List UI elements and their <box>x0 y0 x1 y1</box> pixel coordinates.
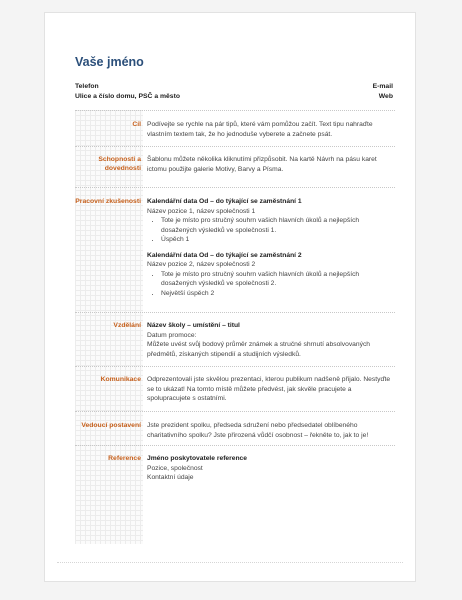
education-text[interactable]: Můžete uvést svůj bodový průměr známek a stručné shrnutí absolvovaných předmětů, získaných stipendií a studijních výsledků. <box>147 341 371 358</box>
reference-contact[interactable]: Kontaktní údaje <box>147 474 194 481</box>
section-divider <box>75 110 395 111</box>
job-position[interactable]: Název pozice 1, název společnosti 1 <box>147 207 256 215</box>
section-label-experience: Pracovní zkušenosti <box>75 198 141 205</box>
contact-right <box>373 82 393 102</box>
contact-left <box>75 82 180 102</box>
graduation-date[interactable]: Datum promoce: <box>147 331 197 339</box>
section-divider <box>75 411 395 412</box>
leadership-text[interactable]: Jste prezident spolku, předseda sdružení nebo předsedatel oblíbeného charitativního spolku? Jste přirozená vůdčí osobnost – řekněte to, jak to je! <box>147 422 369 439</box>
list-item[interactable]: • Největší úspěch 2 <box>161 289 395 299</box>
list-item[interactable]: • Tote je místo pro stručný souhrn vašich hlavních úkolů a nejlepších dosažených výsledků ve společnosti 1. <box>161 216 395 235</box>
job-bullets <box>147 216 395 245</box>
communication-text[interactable]: Odprezentovali jste skvělou prezentaci, kterou publikum nadšeně přijalo. Nestyďte se to ukázat! Na tomto místě můžete předvést, jak skvěle pracujete a spolupracujete s ostatními. <box>147 376 391 402</box>
section-label-references: Reference <box>108 455 141 462</box>
section-divider <box>75 146 395 147</box>
job-title[interactable]: Kalendářní data Od – do týkající se zaměstnání 2 <box>147 251 302 259</box>
phone-field[interactable]: Telefon <box>75 83 99 90</box>
skills-text[interactable]: Šablonu můžete několika kliknutími přizpůsobit. Na kartě Návrh na pásu karet ictomu použijte galerie Motivy, Barvy a Písma. <box>147 156 377 173</box>
job-title[interactable]: Kalendářní data Od – do týkající se zaměstnání 1 <box>147 198 302 205</box>
experience-content <box>147 197 395 298</box>
section-label-skills: Schopnosti a dovednosti <box>98 156 141 172</box>
goal-text[interactable]: Podívejte se rychle na pár tipů, které vám pomůžou začít. Text tipu nahraďte vlastním textem tak, že ho jednoduše vyberete a začnete psát. <box>147 121 373 138</box>
section-label-leadership: Vedoucí postavení <box>81 422 141 429</box>
section-divider <box>75 366 395 367</box>
section-label-communication: Komunikace <box>100 376 141 383</box>
web-field[interactable]: Web <box>378 93 393 100</box>
page-title[interactable]: Vaše jméno <box>75 55 144 69</box>
job-bullets <box>147 270 395 299</box>
references-content <box>147 454 395 483</box>
list-item[interactable]: • Tote je místo pro stručný souhrn vašich hlavních úkolů a nejlepších dosažených výsledků ve společnosti 2. <box>161 270 395 289</box>
address-field[interactable]: Ulice a číslo domu, PSČ a město <box>75 93 181 100</box>
resume-body <box>75 110 395 544</box>
section-label-education: Vzdělání <box>113 322 141 329</box>
page-bottom-divider <box>57 562 403 563</box>
education-content <box>147 321 395 359</box>
section-divider <box>75 445 395 446</box>
section-label-goal: Cíl <box>132 121 141 128</box>
section-divider <box>75 187 395 188</box>
section-divider <box>75 312 395 313</box>
reference-name[interactable]: Jméno poskytovatele reference <box>147 455 247 462</box>
reference-position[interactable]: Pozice, společnost <box>147 464 203 472</box>
school-title[interactable]: Název školy – umístění – titul <box>147 322 240 329</box>
email-field[interactable]: E-mail <box>372 83 393 90</box>
list-item[interactable]: • Úspěch 1 <box>161 235 395 245</box>
job-position[interactable]: Název pozice 2, název společnosti 2 <box>147 261 256 268</box>
resume-page <box>44 12 416 582</box>
